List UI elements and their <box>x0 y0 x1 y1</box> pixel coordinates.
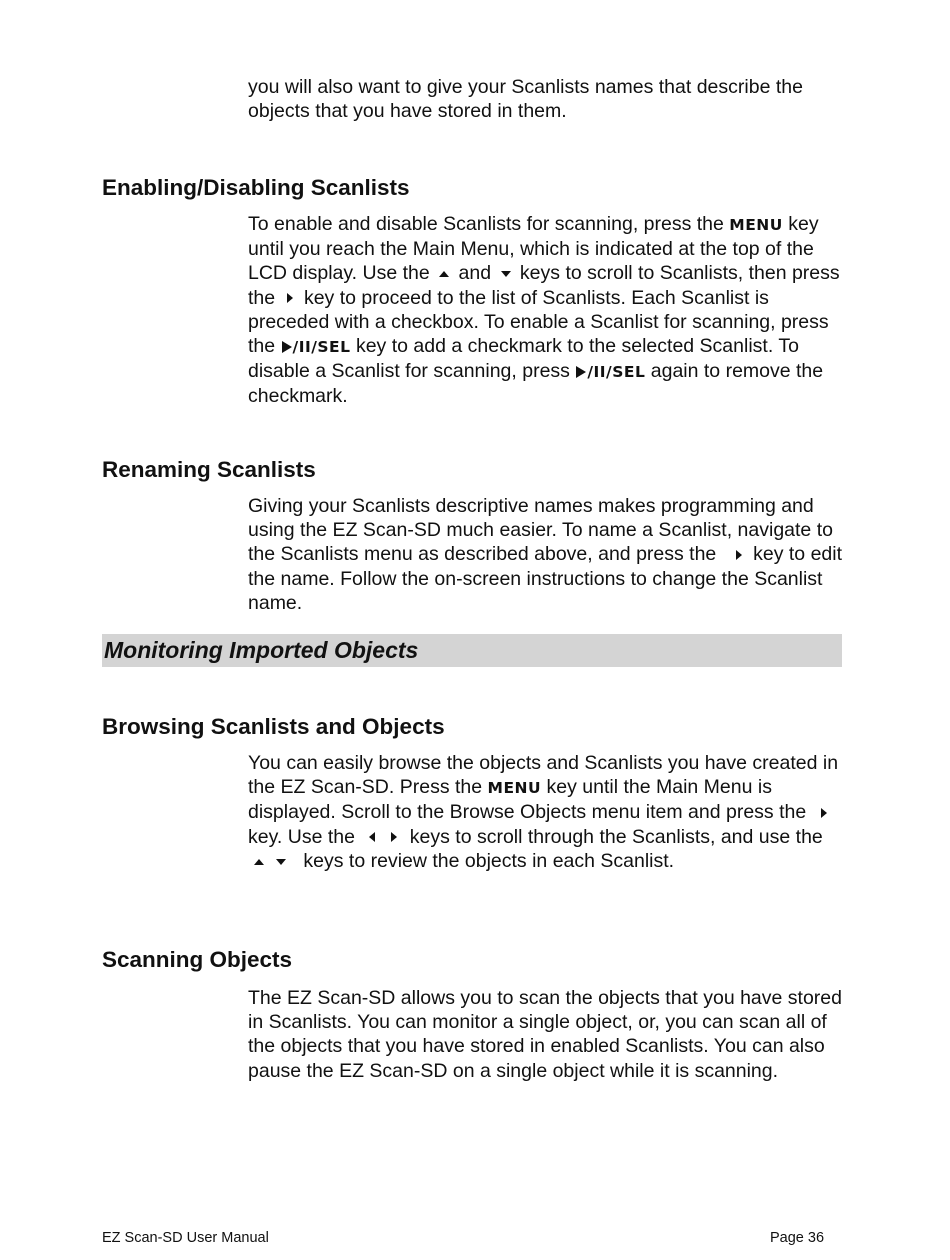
browsing-text-1: You can easily browse the objects and Scanlists you have created in the EZ Scan-SD. Press the <box>248 752 839 799</box>
enabling-text-2: key until you reach the Main Menu, which is indicated at the top of the LCD display. Use the <box>248 213 819 285</box>
browsing-text-5: keys to review the objects in each Scanlist. <box>298 849 675 872</box>
renaming-paragraph <box>248 494 848 615</box>
section-title: Monitoring Imported Objects <box>104 637 419 663</box>
enabling-heading: Enabling/Disabling Scanlists <box>102 175 410 200</box>
footer-manual-title: EZ Scan-SD User Manual <box>102 1230 269 1246</box>
enabling-text-4: keys to scroll to Scanlists, then press the <box>248 262 840 309</box>
menu-key-label: MENU <box>487 779 542 798</box>
renaming-text-1: Giving your Scanlists descriptive names makes programming and using the EZ Scan-SD much easier. To name a Scanlist, navigate to the Scanlists menu as described above, and press the <box>248 495 833 566</box>
browsing-heading: Browsing Scanlists and Objects <box>102 714 445 739</box>
enabling-text-5: key to proceed to the list of Scanlists. Each Scanlist is preceded with a checkbox. To enable a Scanlist for scanning, press the <box>248 286 829 358</box>
right-arrow-key-icon <box>722 548 748 562</box>
footer-page-number: Page 36 <box>770 1230 825 1246</box>
sel-key-label: /II/SEL <box>292 338 351 357</box>
browsing-text-4: keys to scroll through the Scanlists, and use the <box>404 825 823 848</box>
sel-key-label: /II/SEL <box>587 363 646 382</box>
intro-paragraph: you will also want to give your Scanlists names that describe the objects that you have stored in them. <box>248 76 803 123</box>
down-arrow-key-icon <box>270 857 298 867</box>
enabling-paragraph <box>248 212 848 409</box>
browsing-text-2: key until the Main Menu is displayed. Scroll to the Browse Objects menu item and press the <box>248 776 812 824</box>
play-icon <box>281 340 293 354</box>
right-arrow-key-icon <box>812 806 834 820</box>
right-arrow-key-icon <box>281 291 299 305</box>
menu-key-label: MENU <box>729 216 783 234</box>
up-arrow-key-icon <box>435 269 453 279</box>
browsing-paragraph <box>248 751 848 873</box>
enabling-text-3: and <box>453 262 497 285</box>
enabling-text-6: key to add a checkmark to the selected Scanlist. To disable a Scanlist for scanning, press <box>248 335 799 383</box>
section-title-bar <box>102 634 842 667</box>
left-arrow-key-icon <box>360 830 382 844</box>
right-arrow-key-icon <box>382 830 404 844</box>
enabling-text-7: again to remove the checkmark. <box>248 360 824 408</box>
down-arrow-key-icon <box>497 269 515 279</box>
browsing-text-3: key. Use the <box>248 825 361 848</box>
enabling-text-1: To enable and disable Scanlists for scanning, press the <box>248 213 730 235</box>
play-icon <box>575 365 587 379</box>
scanning-paragraph: The EZ Scan-SD allows you to scan the objects that you have stored in Scanlists. You can monitor a single object, or, you can scan all of the objects that you have stored in enabled Scanlists. You can also pause the EZ Scan-SD on a single object while it is scanning. <box>248 987 842 1082</box>
renaming-heading: Renaming Scanlists <box>102 457 316 482</box>
renaming-text-2: key to edit the name. Follow the on-screen instructions to change the Scanlist name. <box>248 543 843 614</box>
up-arrow-key-icon <box>248 857 270 867</box>
scanning-heading: Scanning Objects <box>102 947 293 972</box>
